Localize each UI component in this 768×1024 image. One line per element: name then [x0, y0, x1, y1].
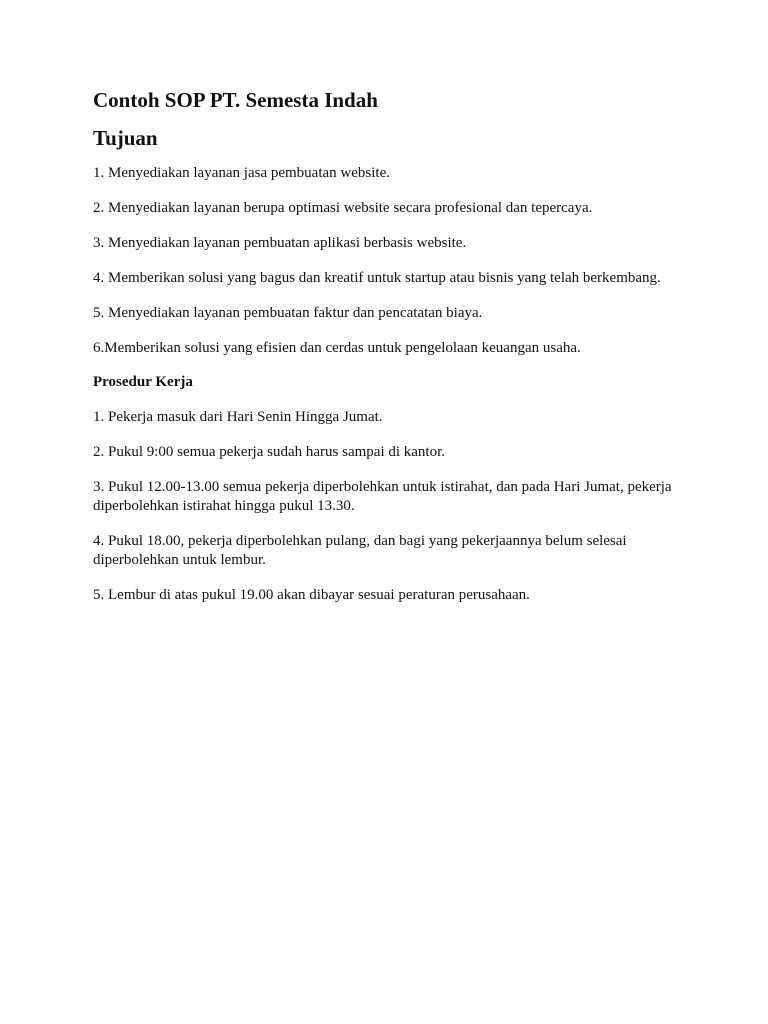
section-heading-tujuan: Tujuan: [93, 126, 158, 150]
prosedur-item: 5. Lembur di atas pukul 19.00 akan dibayar sesuai peraturan perusahaan.: [93, 587, 530, 603]
prosedur-kerja-list: [93, 408, 693, 605]
prosedur-item: 4. Pukul 18.00, pekerja diperbolehkan pulang, dan bagi yang pekerjaannya belum selesai diperbolehkan untuk lembur.: [93, 533, 627, 568]
tujuan-item: 6.Memberikan solusi yang efisien dan cerdas untuk pengelolaan keuangan usaha.: [93, 340, 581, 356]
tujuan-item: 4. Memberikan solusi yang bagus dan kreatif untuk startup atau bisnis yang telah berkembang.: [93, 270, 661, 286]
section-heading-prosedur-kerja: Prosedur Kerja: [93, 374, 193, 390]
tujuan-item: 1. Menyediakan layanan jasa pembuatan website.: [93, 165, 390, 181]
document-body: [93, 86, 693, 605]
prosedur-item: 3. Pukul 12.00-13.00 semua pekerja diperbolehkan untuk istirahat, dan pada Hari Jumat, pekerja diperbolehkan istirahat hingga pukul 13.30.: [93, 479, 672, 514]
tujuan-list: [93, 164, 693, 358]
prosedur-item: 1. Pekerja masuk dari Hari Senin Hingga Jumat.: [93, 409, 383, 425]
tujuan-item: 3. Menyediakan layanan pembuatan aplikasi berbasis website.: [93, 235, 467, 251]
tujuan-item: 5. Menyediakan layanan pembuatan faktur dan pencatatan biaya.: [93, 305, 483, 321]
tujuan-item: 2. Menyediakan layanan berupa optimasi website secara profesional dan tepercaya.: [93, 200, 593, 216]
document-title: Contoh SOP PT. Semesta Indah: [93, 88, 378, 112]
prosedur-item: 2. Pukul 9:00 semua pekerja sudah harus sampai di kantor.: [93, 444, 446, 460]
